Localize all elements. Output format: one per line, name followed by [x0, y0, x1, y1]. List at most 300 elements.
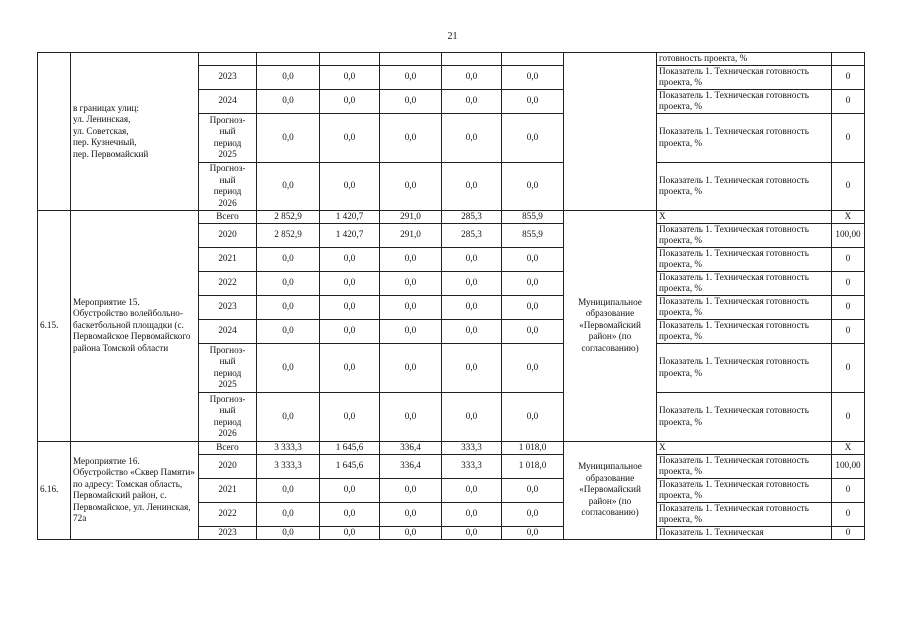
value-cell-text: 0,0	[465, 95, 478, 106]
executor-cell	[564, 210, 657, 441]
event-name-text: Мероприятие 15. Обустройство волейбольно-баскетбольной площадки (с. Первомайское Первомайского района Томской области	[73, 296, 191, 353]
indicator-cell-text: Показатель 1. Техническая готовность проекта, %	[659, 356, 809, 378]
year-cell-text: 2024	[218, 325, 237, 336]
value-cell-text: 2 852,9	[274, 210, 302, 221]
value-cell-text: 0,0	[282, 131, 294, 142]
value-cell-text: 0,0	[526, 131, 539, 142]
value-cell	[380, 271, 442, 295]
value-cell-text: 0,0	[282, 526, 294, 537]
value-cell	[442, 247, 502, 271]
indicator-cell-text: Показатель 1. Техническая готовность проекта, %	[659, 478, 809, 500]
value-cell	[320, 210, 380, 223]
value-cell	[442, 210, 502, 223]
value-cell	[320, 162, 380, 210]
year-cell	[199, 295, 257, 319]
indicator-cell	[657, 223, 832, 247]
value-cell	[502, 65, 564, 89]
year-cell	[199, 53, 257, 66]
indicator-cell-text: Показатель 1. Техническая готовность проекта, %	[659, 126, 809, 148]
value-cell-text: 0,0	[526, 508, 539, 519]
value-cell	[380, 223, 442, 247]
value-cell-text: 1 420,7	[335, 210, 364, 221]
value-cell-text: 0,0	[282, 361, 294, 372]
value-cell-text: 0,0	[465, 277, 478, 288]
value-cell	[442, 454, 502, 478]
value-cell	[442, 113, 502, 162]
value-cell-text: 0,0	[343, 526, 356, 537]
value-cell	[502, 478, 564, 502]
indicator-cell	[657, 295, 832, 319]
value-cell	[502, 247, 564, 271]
year-cell	[199, 343, 257, 392]
value-cell	[380, 454, 442, 478]
target-cell	[832, 113, 865, 162]
value-cell-text: 3 333,3	[274, 460, 302, 471]
value-cell-text: 0,0	[282, 71, 294, 82]
year-cell	[199, 65, 257, 89]
value-cell-text: 0,0	[465, 131, 478, 142]
value-cell-text: 336,4	[400, 441, 421, 452]
value-cell	[380, 343, 442, 392]
year-cell-text: 2020	[218, 229, 237, 240]
value-cell-text: 333,3	[461, 460, 482, 471]
value-cell	[257, 65, 320, 89]
value-cell	[380, 502, 442, 526]
value-cell-text: 0,0	[465, 253, 478, 264]
target-cell-text: 100,00	[835, 460, 861, 471]
target-cell-text: 0	[845, 180, 851, 191]
value-cell	[380, 319, 442, 343]
value-cell	[320, 502, 380, 526]
value-cell	[380, 162, 442, 210]
value-cell	[380, 89, 442, 113]
target-cell-text: 100,00	[835, 229, 861, 240]
indicator-cell	[657, 526, 832, 539]
value-cell	[442, 526, 502, 539]
target-cell	[832, 319, 865, 343]
indicator-cell	[657, 65, 832, 89]
event-number	[38, 53, 71, 211]
value-cell-text: 0,0	[465, 361, 478, 372]
value-cell-text: 0,0	[404, 484, 417, 495]
value-cell	[442, 502, 502, 526]
executor-cell-text: Муниципальное образование «Первомайский район» (по согласованию)	[578, 296, 642, 353]
value-cell	[380, 295, 442, 319]
value-cell	[502, 502, 564, 526]
value-cell	[442, 65, 502, 89]
value-cell	[380, 247, 442, 271]
value-cell-text: 0,0	[526, 361, 539, 372]
value-cell-text: 0,0	[526, 95, 539, 106]
indicator-cell	[657, 319, 832, 343]
year-cell-text: Всего	[216, 441, 239, 452]
table-row	[38, 210, 865, 223]
value-cell-text: 285,3	[461, 229, 482, 240]
indicator-cell	[657, 89, 832, 113]
value-cell-text: 0,0	[404, 95, 417, 106]
value-cell	[320, 223, 380, 247]
value-cell-text: 0,0	[465, 180, 478, 191]
year-cell-text: Прогноз- ный период 2025	[209, 344, 246, 389]
indicator-cell-text: Показатель 1. Техническая готовность проекта, %	[659, 319, 809, 341]
value-cell-text: 855,9	[522, 229, 543, 240]
year-cell	[199, 89, 257, 113]
indicator-cell	[657, 162, 832, 210]
event-number-text: 6.16.	[40, 484, 59, 495]
value-cell-text: 0,0	[282, 484, 294, 495]
indicator-cell	[657, 210, 832, 223]
value-cell-text: 0,0	[343, 361, 356, 372]
value-cell	[257, 502, 320, 526]
value-cell-text: 0,0	[343, 131, 356, 142]
value-cell	[320, 247, 380, 271]
value-cell-text: 3 333,3	[274, 441, 302, 452]
value-cell-text: 0,0	[526, 301, 539, 312]
value-cell	[442, 271, 502, 295]
indicator-cell-text: Показатель 1. Техническая готовность проекта, %	[659, 65, 809, 87]
indicator-cell	[657, 454, 832, 478]
value-cell	[380, 53, 442, 66]
year-cell-text: 2023	[218, 71, 237, 82]
target-cell	[832, 65, 865, 89]
value-cell-text: 0,0	[404, 410, 417, 421]
value-cell-text: 0,0	[343, 301, 356, 312]
value-cell	[257, 526, 320, 539]
value-cell-text: 0,0	[526, 253, 539, 264]
indicator-cell	[657, 113, 832, 162]
value-cell	[320, 65, 380, 89]
value-cell-text: 336,4	[400, 460, 421, 471]
indicator-cell-text: Показатель 1. Техническая	[659, 526, 764, 537]
value-cell	[502, 319, 564, 343]
value-cell	[257, 53, 320, 66]
target-cell-text: 0	[845, 508, 851, 519]
value-cell	[502, 526, 564, 539]
year-cell	[199, 247, 257, 271]
value-cell	[380, 441, 442, 454]
value-cell	[257, 392, 320, 441]
value-cell	[502, 223, 564, 247]
value-cell	[257, 454, 320, 478]
event-name	[71, 210, 199, 441]
year-cell	[199, 441, 257, 454]
year-cell-text: 2020	[218, 460, 237, 471]
target-cell-text: 0	[845, 526, 851, 537]
target-cell-text: 0	[845, 484, 851, 495]
value-cell	[442, 343, 502, 392]
target-cell	[832, 210, 865, 223]
table-row	[38, 441, 865, 454]
target-cell-text: 0	[845, 361, 851, 372]
target-cell-text: Х	[844, 441, 852, 452]
value-cell	[502, 113, 564, 162]
event-name-text: в границах улиц: ул. Ленинская, ул. Советская, пер. Кузнечный, пер. Первомайский	[73, 102, 149, 159]
value-cell	[257, 343, 320, 392]
value-cell	[320, 392, 380, 441]
value-cell	[380, 526, 442, 539]
indicator-cell-text: готовность проекта, %	[659, 53, 748, 63]
indicator-cell	[657, 478, 832, 502]
value-cell-text: 0,0	[404, 253, 417, 264]
value-cell-text: 0,0	[465, 484, 478, 495]
value-cell-text: 855,9	[522, 210, 543, 221]
value-cell-text: 0,0	[404, 526, 417, 537]
indicator-cell-text: Показатель 1. Техническая готовность проекта, %	[659, 405, 809, 427]
indicator-cell-text: Показатель 1. Техническая готовность проекта, %	[659, 295, 809, 317]
year-cell	[199, 113, 257, 162]
value-cell	[380, 113, 442, 162]
value-cell	[442, 392, 502, 441]
value-cell-text: 0,0	[526, 484, 539, 495]
value-cell-text: 0,0	[526, 325, 539, 336]
target-cell	[832, 247, 865, 271]
value-cell-text: 0,0	[343, 95, 356, 106]
indicator-cell-text: Х	[659, 210, 666, 221]
value-cell-text: 0,0	[404, 180, 417, 191]
value-cell	[257, 319, 320, 343]
value-cell	[320, 319, 380, 343]
executor-cell-text: Муниципальное образование «Первомайский район» (по согласованию)	[578, 461, 642, 518]
value-cell-text: 0,0	[343, 508, 356, 519]
value-cell	[442, 478, 502, 502]
value-cell	[442, 295, 502, 319]
value-cell	[257, 478, 320, 502]
year-cell	[199, 454, 257, 478]
value-cell	[502, 454, 564, 478]
value-cell-text: 0,0	[465, 508, 478, 519]
value-cell	[502, 441, 564, 454]
indicator-cell-text: Показатель 1. Техническая готовность проекта, %	[659, 247, 809, 269]
value-cell-text: 0,0	[282, 180, 294, 191]
target-cell	[832, 343, 865, 392]
value-cell-text: 0,0	[282, 508, 294, 519]
value-cell-text: 285,3	[461, 210, 482, 221]
value-cell	[502, 210, 564, 223]
target-cell-text: 0	[845, 253, 851, 264]
value-cell-text: 0,0	[465, 325, 478, 336]
value-cell	[502, 53, 564, 66]
year-cell-text: Прогноз- ный период 2026	[209, 163, 246, 208]
year-cell-text: 2022	[218, 508, 237, 519]
value-cell-text: 0,0	[282, 95, 294, 106]
value-cell	[320, 478, 380, 502]
year-cell-text: 2023	[218, 301, 237, 312]
value-cell-text: 0,0	[343, 253, 356, 264]
value-cell	[320, 271, 380, 295]
value-cell-text: 0,0	[343, 325, 356, 336]
target-cell	[832, 392, 865, 441]
value-cell-text: 291,0	[400, 210, 421, 221]
value-cell-text: 0,0	[282, 277, 294, 288]
year-cell-text: 2023	[218, 526, 237, 537]
value-cell	[320, 441, 380, 454]
indicator-cell-text: Показатель 1. Техническая готовность проекта, %	[659, 89, 809, 111]
target-cell	[832, 162, 865, 210]
value-cell	[442, 223, 502, 247]
value-cell	[380, 478, 442, 502]
year-cell-text: 2024	[218, 95, 237, 106]
year-cell-text: Всего	[216, 210, 239, 221]
value-cell-text: 0,0	[404, 71, 417, 82]
indicator-cell	[657, 441, 832, 454]
page-number: 21	[447, 31, 458, 42]
year-cell	[199, 210, 257, 223]
value-cell	[502, 343, 564, 392]
table-row	[38, 53, 865, 66]
value-cell	[380, 210, 442, 223]
value-cell-text: 0,0	[404, 131, 417, 142]
value-cell	[320, 113, 380, 162]
value-cell-text: 1 645,6	[335, 441, 364, 452]
indicator-cell-text: Показатель 1. Техническая готовность проекта, %	[659, 271, 809, 293]
target-cell-text: Х	[844, 210, 852, 221]
year-cell	[199, 392, 257, 441]
target-cell-text: 0	[845, 95, 851, 106]
value-cell	[502, 162, 564, 210]
indicator-cell-text: Показатель 1. Техническая готовность проекта, %	[659, 502, 809, 524]
indicator-cell-text: Показатель 1. Техническая готовность проекта, %	[659, 454, 809, 476]
value-cell	[320, 295, 380, 319]
value-cell-text: 0,0	[282, 410, 294, 421]
year-cell	[199, 162, 257, 210]
value-cell-text: 0,0	[465, 410, 478, 421]
value-cell	[320, 526, 380, 539]
indicator-cell	[657, 392, 832, 441]
value-cell-text: 0,0	[282, 301, 294, 312]
indicator-cell	[657, 271, 832, 295]
year-cell	[199, 271, 257, 295]
target-cell	[832, 271, 865, 295]
value-cell-text: 0,0	[282, 253, 294, 264]
value-cell-text: 1 018,0	[518, 460, 547, 471]
value-cell	[442, 89, 502, 113]
value-cell	[257, 223, 320, 247]
year-cell-text: Прогноз- ный период 2025	[209, 114, 246, 159]
value-cell	[257, 247, 320, 271]
value-cell-text: 0,0	[343, 71, 356, 82]
value-cell-text: 0,0	[526, 410, 539, 421]
year-cell-text: 2021	[218, 253, 237, 264]
target-cell	[832, 478, 865, 502]
indicator-cell	[657, 502, 832, 526]
value-cell	[257, 162, 320, 210]
indicator-cell-text: Показатель 1. Техническая готовность проекта, %	[659, 174, 809, 196]
indicator-cell	[657, 53, 832, 66]
year-cell-text: Прогноз- ный период 2026	[209, 393, 246, 438]
value-cell	[442, 162, 502, 210]
year-cell	[199, 319, 257, 343]
target-cell	[832, 295, 865, 319]
value-cell-text: 0,0	[526, 526, 539, 537]
year-cell-text: 2022	[218, 277, 237, 288]
value-cell-text: 0,0	[404, 508, 417, 519]
year-cell-text: 2021	[218, 484, 237, 495]
value-cell-text: 0,0	[404, 301, 417, 312]
value-cell	[442, 441, 502, 454]
value-cell-text: 0,0	[465, 71, 478, 82]
value-cell-text: 291,0	[400, 229, 421, 240]
event-number	[38, 210, 71, 441]
value-cell-text: 333,3	[461, 441, 482, 452]
value-cell	[257, 295, 320, 319]
program-table	[37, 52, 865, 540]
value-cell	[320, 454, 380, 478]
value-cell-text: 0,0	[404, 277, 417, 288]
value-cell	[257, 89, 320, 113]
target-cell	[832, 223, 865, 247]
year-cell	[199, 478, 257, 502]
event-name	[71, 53, 199, 211]
target-cell	[832, 502, 865, 526]
value-cell	[320, 53, 380, 66]
value-cell-text: 0,0	[465, 526, 478, 537]
value-cell	[257, 113, 320, 162]
indicator-cell-text: Х	[659, 441, 666, 452]
value-cell	[502, 295, 564, 319]
value-cell-text: 0,0	[526, 277, 539, 288]
executor-cell	[564, 441, 657, 539]
value-cell	[257, 210, 320, 223]
value-cell	[320, 343, 380, 392]
value-cell-text: 0,0	[343, 484, 356, 495]
target-cell-text: 0	[845, 131, 851, 142]
value-cell	[257, 441, 320, 454]
indicator-cell	[657, 343, 832, 392]
target-cell	[832, 53, 865, 66]
value-cell-text: 1 018,0	[518, 441, 547, 452]
value-cell	[442, 53, 502, 66]
indicator-cell	[657, 247, 832, 271]
target-cell	[832, 441, 865, 454]
event-name	[71, 441, 199, 539]
target-cell-text: 0	[845, 71, 851, 82]
value-cell	[320, 89, 380, 113]
value-cell	[380, 65, 442, 89]
target-cell-text: 0	[845, 410, 851, 421]
event-number-text: 6.15.	[40, 319, 59, 330]
indicator-cell-text: Показатель 1. Техническая готовность проекта, %	[659, 223, 809, 245]
value-cell	[502, 392, 564, 441]
value-cell-text: 2 852,9	[274, 229, 302, 240]
value-cell-text: 0,0	[526, 180, 539, 191]
value-cell-text: 0,0	[404, 361, 417, 372]
event-name-text: Мероприятие 16. Обустройство «Сквер Памяти» по адресу: Томская область, Первомайский район, с. Первомайское, ул. Ленинская, 72а	[73, 455, 195, 523]
value-cell	[442, 319, 502, 343]
year-cell	[199, 223, 257, 247]
target-cell-text: 0	[845, 301, 851, 312]
value-cell-text: 0,0	[343, 180, 356, 191]
executor-cell	[564, 53, 657, 211]
target-cell	[832, 526, 865, 539]
value-cell-text: 0,0	[343, 277, 356, 288]
value-cell-text: 0,0	[465, 301, 478, 312]
target-cell	[832, 454, 865, 478]
value-cell	[257, 271, 320, 295]
target-cell-text: 0	[845, 277, 851, 288]
value-cell-text: 0,0	[282, 325, 294, 336]
target-cell	[832, 89, 865, 113]
year-cell	[199, 502, 257, 526]
value-cell-text: 1 420,7	[335, 229, 364, 240]
value-cell-text: 1 645,6	[335, 460, 364, 471]
value-cell-text: 0,0	[343, 410, 356, 421]
value-cell-text: 0,0	[526, 71, 539, 82]
value-cell	[502, 271, 564, 295]
value-cell-text: 0,0	[404, 325, 417, 336]
value-cell	[502, 89, 564, 113]
target-cell-text: 0	[845, 325, 851, 336]
year-cell	[199, 526, 257, 539]
